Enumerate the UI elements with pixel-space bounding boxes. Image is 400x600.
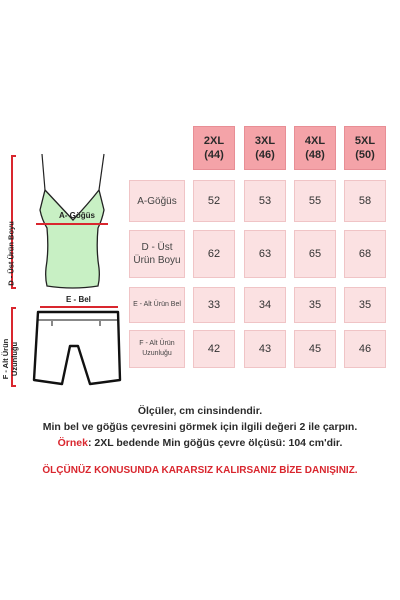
value-cell: 35 — [294, 287, 336, 323]
value-cell: 68 — [344, 230, 386, 278]
chest-label: A- Göğüs — [59, 211, 95, 220]
diagram-svg — [0, 140, 130, 440]
waist-label: E - Bel — [66, 295, 91, 304]
size-header-2xl: 2XL (44) — [193, 126, 235, 170]
value-cell: 63 — [244, 230, 286, 278]
value-cell: 52 — [193, 180, 235, 222]
row-label-bottom-length: F - Alt Ürün Uzunluğu — [129, 330, 185, 368]
example-text: : 2XL bedende Min göğüs çevre ölçüsü: 104 cm'dir. — [87, 437, 343, 449]
shorts-shape — [34, 312, 120, 384]
value-cell: 34 — [244, 287, 286, 323]
note-example — [0, 437, 400, 449]
value-cell: 58 — [344, 180, 386, 222]
example-prefix: Örnek — [57, 437, 88, 449]
right-strap — [99, 154, 104, 190]
value-cell: 62 — [193, 230, 235, 278]
warning-text: ÖLÇÜNÜZ KONUSUNDA KARARSIZ KALIRSANIZ BİZE DANIŞINIZ. — [42, 465, 358, 476]
row-label-bottom-waist: E - Alt Ürün Bel — [129, 287, 185, 323]
value-cell: 43 — [244, 330, 286, 368]
value-cell: 33 — [193, 287, 235, 323]
value-cell: 35 — [344, 287, 386, 323]
size-header-5xl: 5XL (50) — [344, 126, 386, 170]
note-multiply: Min bel ve göğüs çevresini görmek için ilgili değeri 2 ile çarpın. — [42, 421, 358, 433]
row-label-chest: A-Göğüs — [129, 180, 185, 222]
bottom-length-label: F - Alt Ürün Uzunluğu — [1, 338, 19, 380]
left-strap — [42, 154, 45, 190]
size-header-3xl: 3XL (46) — [244, 126, 286, 170]
row-label-top-length: D - Üst Ürün Boyu — [129, 230, 185, 278]
value-cell: 53 — [244, 180, 286, 222]
note-units: Ölçüler, cm cinsindendir. — [137, 405, 263, 417]
size-header-4xl: 4XL (48) — [294, 126, 336, 170]
camisole-shape — [40, 190, 104, 288]
value-cell: 42 — [193, 330, 235, 368]
value-cell: 45 — [294, 330, 336, 368]
value-cell: 65 — [294, 230, 336, 278]
top-length-label: D - Üst Ürün Boyu — [6, 221, 16, 286]
value-cell: 55 — [294, 180, 336, 222]
value-cell: 46 — [344, 330, 386, 368]
